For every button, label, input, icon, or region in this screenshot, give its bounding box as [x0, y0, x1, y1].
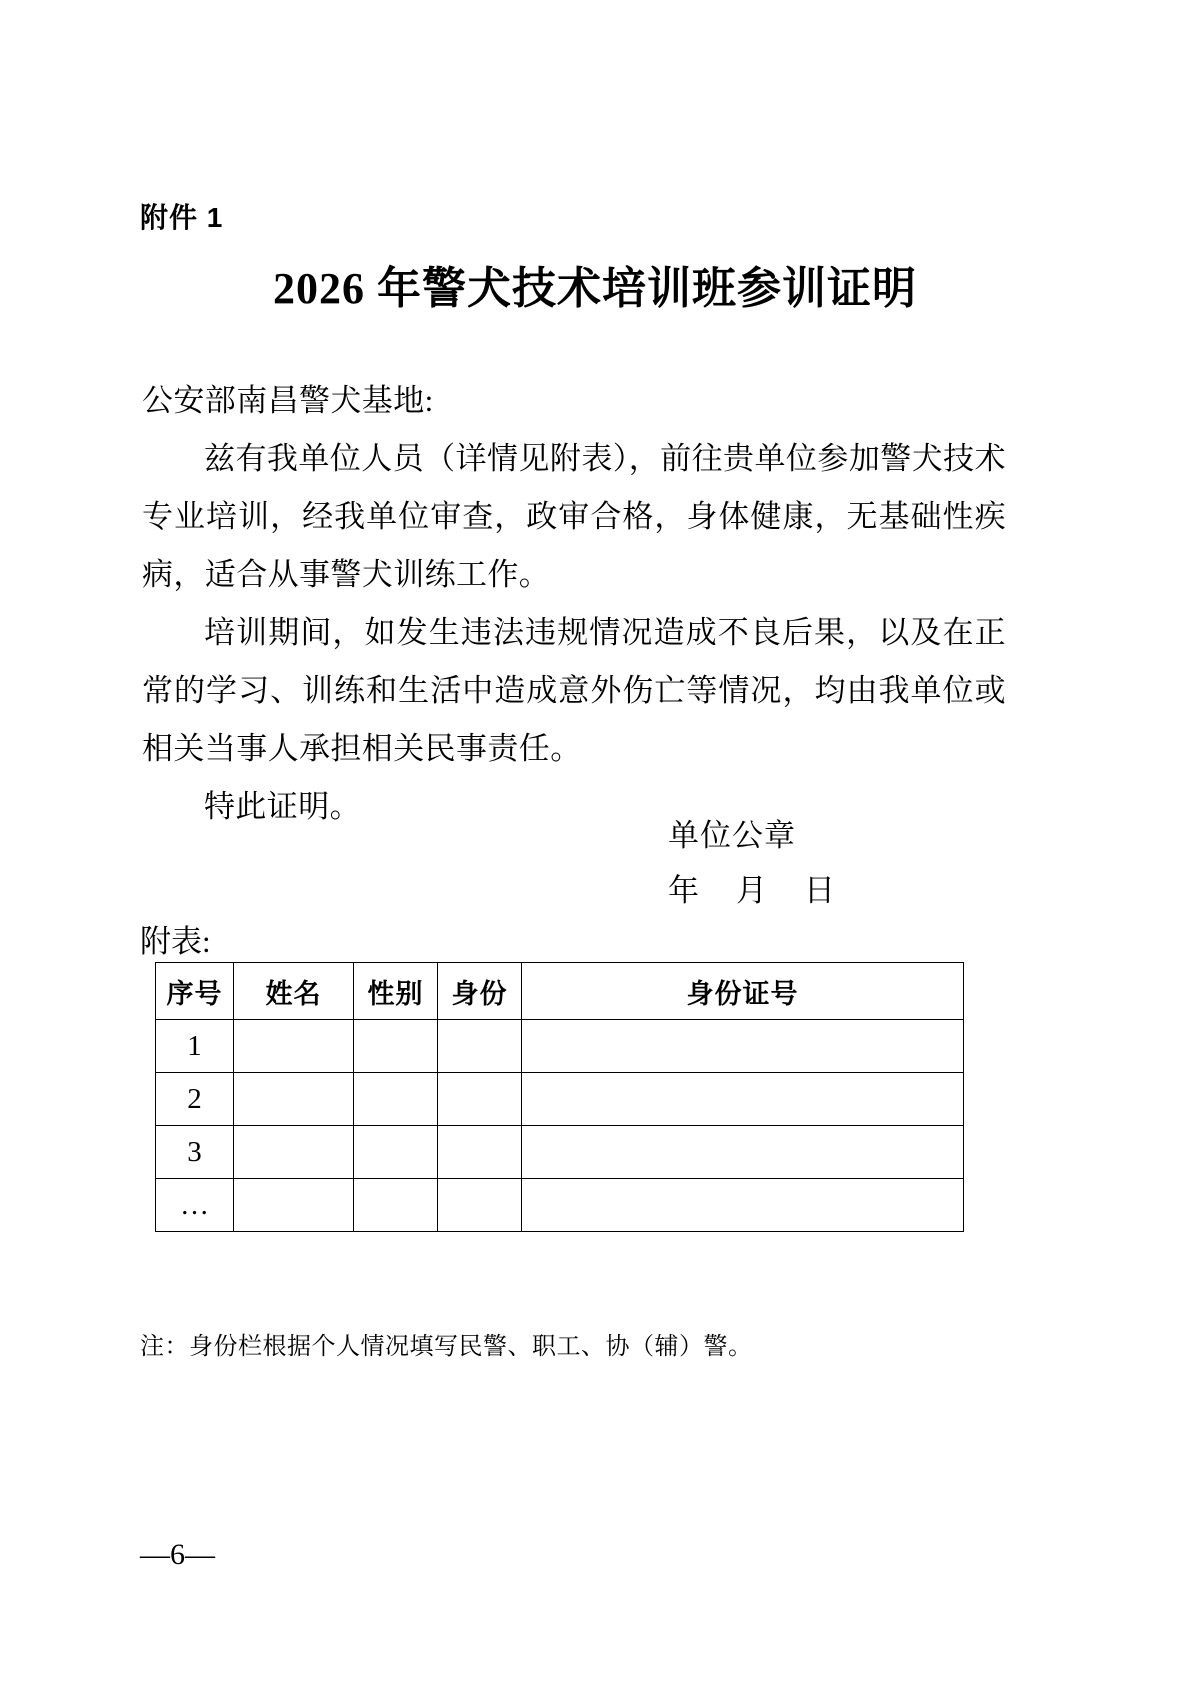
signature-date-line — [0, 863, 1190, 918]
table-footnote: 注：身份栏根据个人情况填写民警、职工、协（辅）警。 — [140, 1334, 753, 1360]
table-row — [156, 1179, 964, 1232]
roster-table-wrapper — [155, 962, 963, 1232]
cell-idnum[interactable] — [522, 1179, 964, 1232]
table-row — [156, 1126, 964, 1179]
cell-sex[interactable] — [354, 1126, 438, 1179]
date-month-label: 月 — [736, 873, 768, 908]
page-number: —6— — [140, 1538, 215, 1571]
cell-name[interactable] — [234, 1126, 354, 1179]
cell-name[interactable] — [234, 1020, 354, 1073]
cell-sex[interactable] — [354, 1020, 438, 1073]
table-row — [156, 1020, 964, 1073]
cell-name[interactable] — [234, 1179, 354, 1232]
date-day-label: 日 — [804, 873, 836, 908]
document-body — [142, 372, 1006, 836]
column-header-idnum: 身份证号 — [522, 963, 964, 1020]
cell-index: 2 — [156, 1073, 234, 1126]
date-year-label: 年 — [668, 873, 700, 908]
body-paragraph-1: 兹有我单位人员（详情见附表），前往贵单位参加警犬技术专业培训，经我单位审查，政审合格，身体健康，无基础性疾病，适合从事警犬训练工作。 — [142, 441, 1006, 592]
column-header-sex: 性别 — [354, 963, 438, 1020]
column-header-name: 姓名 — [234, 963, 354, 1020]
column-header-role: 身份 — [438, 963, 522, 1020]
page-title: 2026 年警犬技术培训班参训证明 — [273, 264, 917, 313]
cell-idnum[interactable] — [522, 1020, 964, 1073]
cell-sex[interactable] — [354, 1073, 438, 1126]
body-paragraph-3: 特此证明。 — [204, 789, 361, 824]
cell-role[interactable] — [438, 1020, 522, 1073]
cell-index: 3 — [156, 1126, 234, 1179]
roster-table — [155, 962, 964, 1232]
cell-sex[interactable] — [354, 1179, 438, 1232]
cell-role[interactable] — [438, 1073, 522, 1126]
cell-idnum[interactable] — [522, 1126, 964, 1179]
column-header-index: 序号 — [156, 963, 234, 1020]
cell-role[interactable] — [438, 1126, 522, 1179]
cell-index: 1 — [156, 1020, 234, 1073]
salutation-line: 公安部南昌警犬基地: — [142, 383, 434, 418]
cell-idnum[interactable] — [522, 1073, 964, 1126]
signature-block — [0, 808, 1190, 918]
cell-name[interactable] — [234, 1073, 354, 1126]
cell-role[interactable] — [438, 1179, 522, 1232]
table-header-row — [156, 963, 964, 1020]
cell-index: … — [156, 1179, 234, 1232]
attachment-label: 附件 1 — [140, 202, 224, 233]
official-seal-label: 单位公章 — [668, 818, 796, 853]
body-paragraph-2: 培训期间，如发生违法违规情况造成不良后果，以及在正常的学习、训练和生活中造成意外伤亡等情况，均由我单位或相关当事人承担相关民事责任。 — [142, 615, 1006, 766]
table-row — [156, 1073, 964, 1126]
annex-table-label: 附表: — [140, 924, 211, 959]
